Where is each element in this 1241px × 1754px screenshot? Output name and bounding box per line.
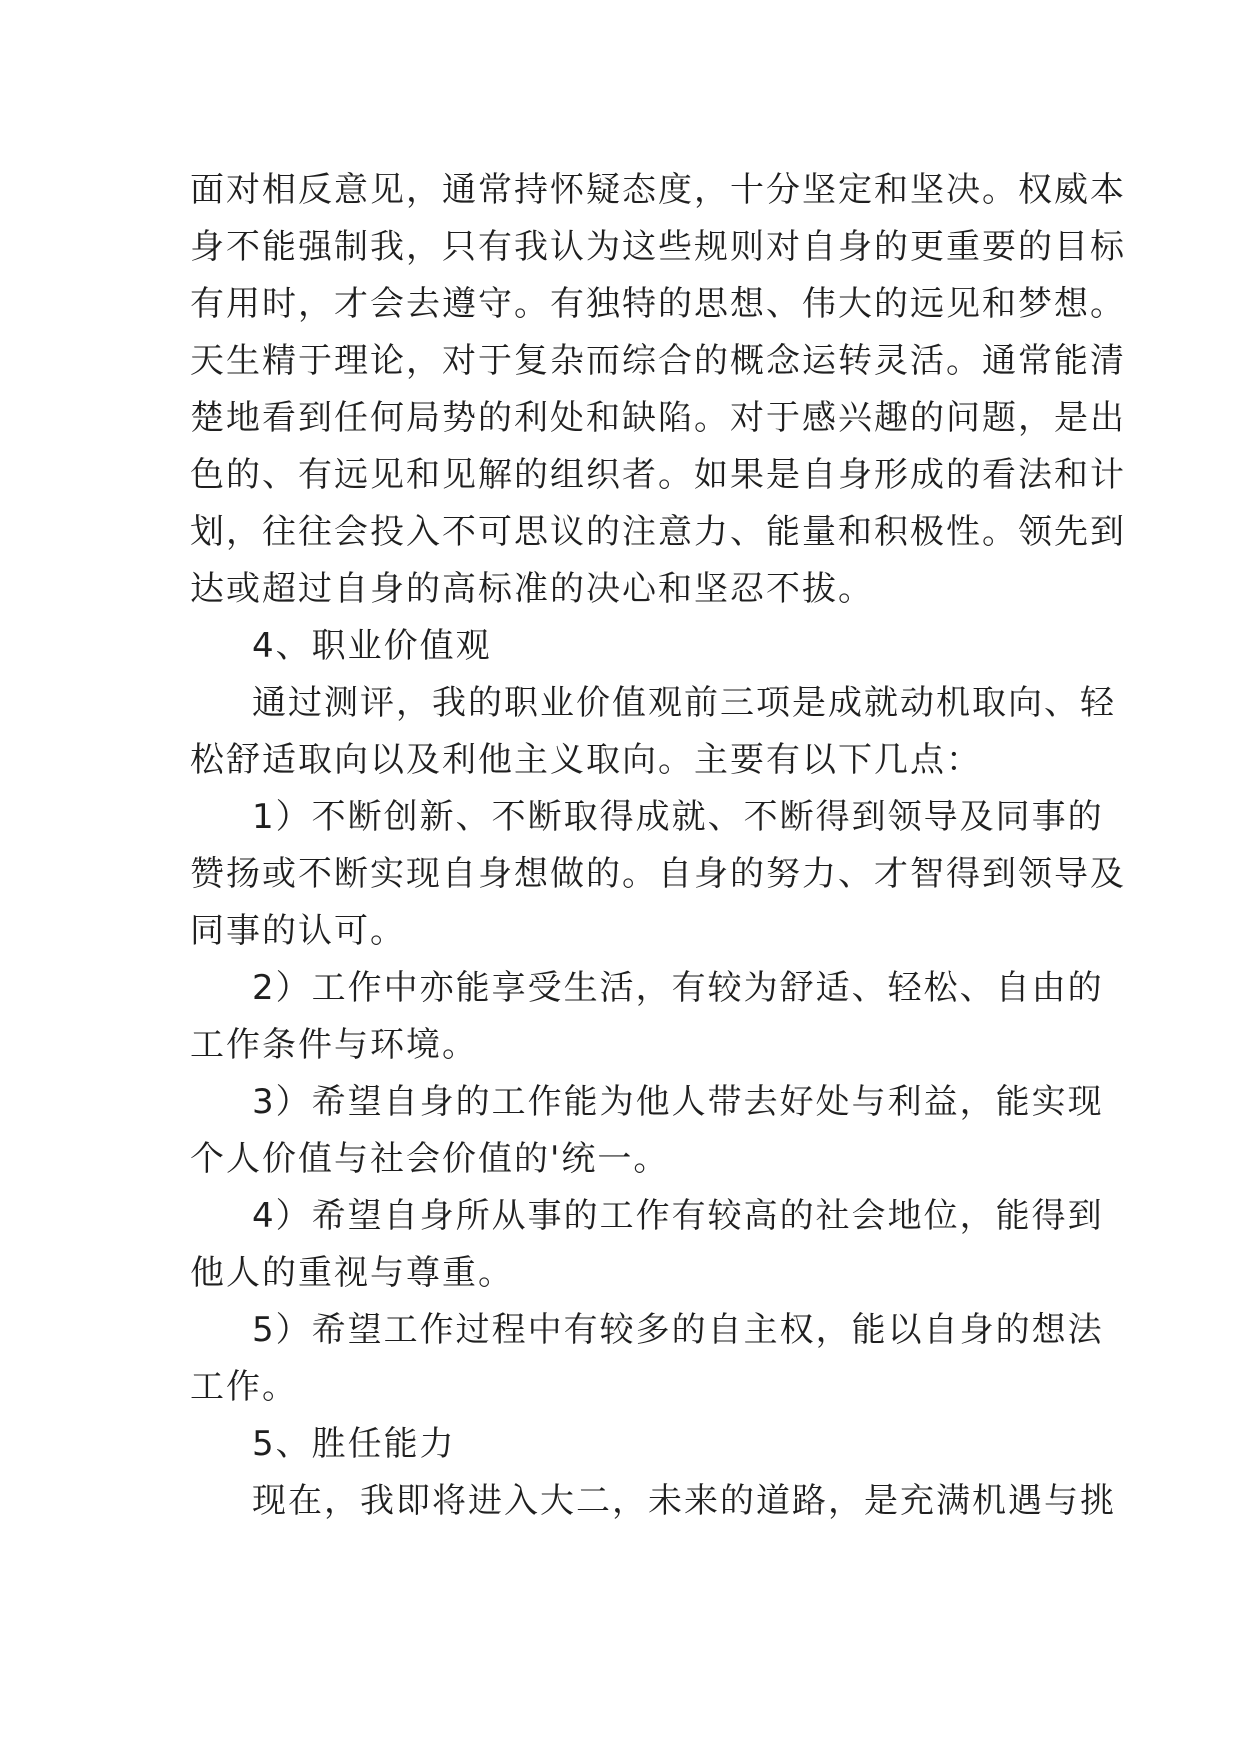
text-line: 5、胜任能力 bbox=[252, 1424, 456, 1464]
text-line: 面对相反意见，通常持怀疑态度，十分坚定和坚决。权威本 bbox=[190, 170, 1126, 210]
text-line: 1）不断创新、不断取得成就、不断得到领导及同事的 bbox=[252, 797, 1104, 837]
text-line: 天生精于理论，对于复杂而综合的概念运转灵活。通常能清 bbox=[190, 341, 1126, 381]
text-line: 通过测评，我的职业价值观前三项是成就动机取向、轻 bbox=[252, 683, 1116, 723]
text-line: 个人价值与社会价值的'统一。 bbox=[190, 1139, 670, 1179]
text-column bbox=[190, 162, 1126, 1530]
text-line: 色的、有远见和见解的组织者。如果是自身形成的看法和计 bbox=[190, 455, 1126, 495]
text-line: 3）希望自身的工作能为他人带去好处与利益，能实现 bbox=[252, 1082, 1104, 1122]
text-line: 楚地看到任何局势的利处和缺陷。对于感兴趣的问题，是出 bbox=[190, 398, 1126, 438]
text-line: 他人的重视与尊重。 bbox=[190, 1253, 514, 1293]
text-line: 5）希望工作过程中有较多的自主权，能以自身的想法 bbox=[252, 1310, 1104, 1350]
text-line: 4、职业价值观 bbox=[252, 626, 492, 666]
text-line: 工作条件与环境。 bbox=[190, 1025, 478, 1065]
text-line: 4）希望自身所从事的工作有较高的社会地位，能得到 bbox=[252, 1196, 1104, 1236]
text-line: 有用时，才会去遵守。有独特的思想、伟大的远见和梦想。 bbox=[190, 284, 1126, 324]
text-line: 同事的认可。 bbox=[190, 911, 406, 951]
text-line: 达或超过自身的高标准的决心和坚忍不拔。 bbox=[190, 569, 874, 609]
text-line: 工作。 bbox=[190, 1367, 298, 1407]
text-line: 划，往往会投入不可思议的注意力、能量和积极性。领先到 bbox=[190, 512, 1126, 552]
text-line: 2）工作中亦能享受生活，有较为舒适、轻松、自由的 bbox=[252, 968, 1104, 1008]
text-line: 现在，我即将进入大二，未来的道路，是充满机遇与挑 bbox=[252, 1481, 1116, 1521]
text-line: 松舒适取向以及利他主义取向。主要有以下几点： bbox=[190, 740, 982, 780]
text-line: 赞扬或不断实现自身想做的。自身的努力、才智得到领导及 bbox=[190, 854, 1126, 894]
text-line: 身不能强制我，只有我认为这些规则对自身的更重要的目标 bbox=[190, 227, 1126, 267]
